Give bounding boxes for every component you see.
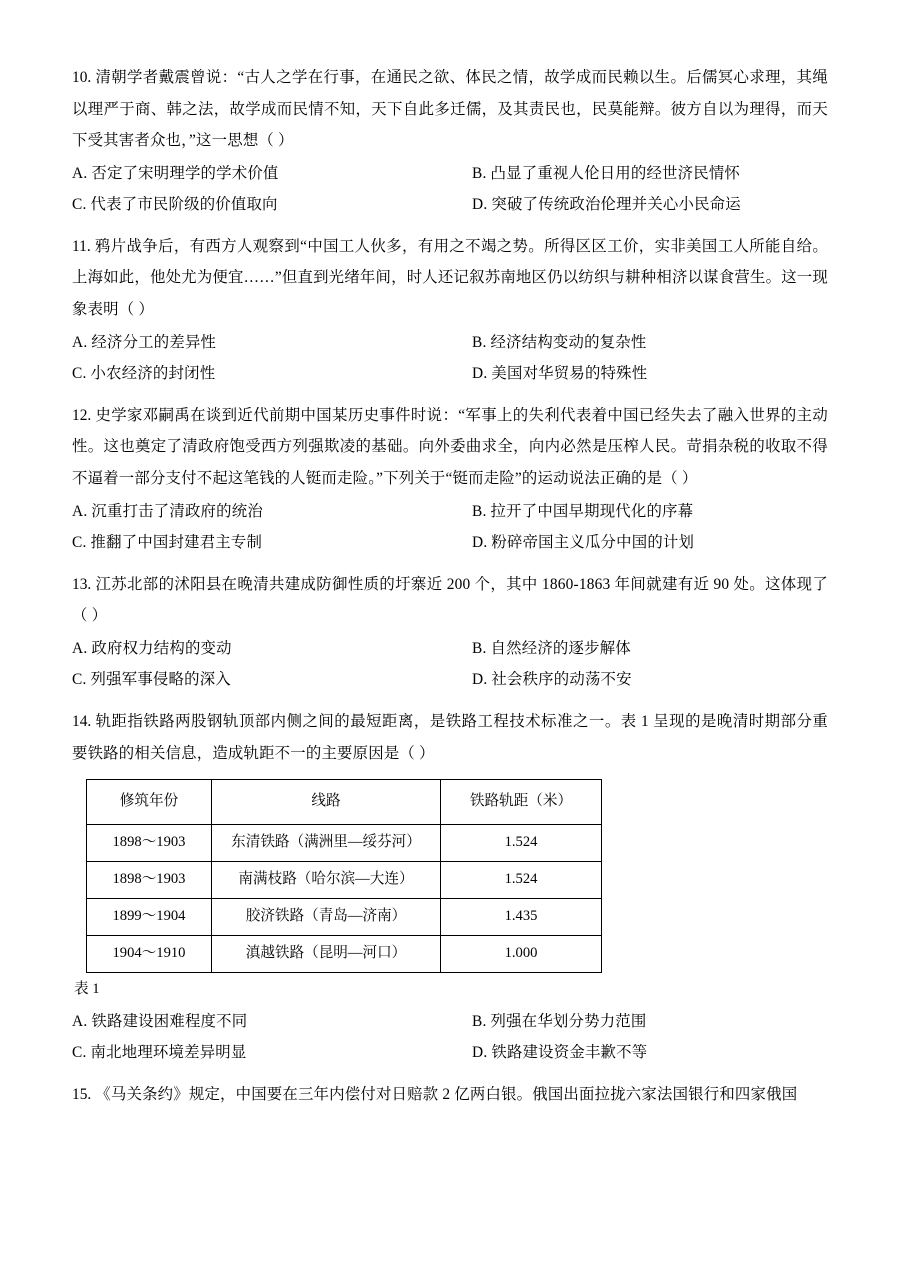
question-number: 11. — [72, 237, 91, 255]
question-stem — [72, 706, 828, 769]
table-cell-gauge: 1.524 — [441, 861, 602, 898]
question-block — [72, 1079, 828, 1111]
table-row — [87, 935, 602, 972]
option-a[interactable]: A. 铁路建设困难程度不同 — [72, 1012, 248, 1030]
options-list — [72, 633, 828, 696]
table-header-cell: 铁路轨距（米） — [441, 780, 602, 825]
question-text: 轨距指铁路两股钢轨顶部内侧之间的最短距离，是铁路工程技术标准之一。表 1 呈现的是晚清时期部分重要铁路的相关信息，造成轨距不一的主要原因是（ ） — [72, 712, 828, 762]
table-header-cell: 线路 — [212, 780, 441, 825]
option-b[interactable]: B. 经济结构变动的复杂性 — [472, 333, 647, 351]
table-caption: 表 1 — [74, 980, 100, 997]
option-a[interactable]: A. 政府权力结构的变动 — [72, 639, 232, 657]
table-row — [87, 825, 602, 862]
option-d[interactable]: D. 突破了传统政治伦理并关心小民命运 — [472, 196, 741, 214]
table-header-row — [87, 780, 602, 825]
table-cell-gauge: 1.435 — [441, 898, 602, 935]
option-b[interactable]: B. 列强在华划分势力范围 — [472, 1012, 647, 1030]
option-a[interactable]: A. 否定了宋明理学的学术价值 — [72, 164, 279, 182]
option-a[interactable]: A. 沉重打击了清政府的统治 — [72, 502, 263, 520]
option-d[interactable]: D. 铁路建设资金丰歉不等 — [472, 1044, 648, 1062]
question-text: 清朝学者戴震曾说：“古人之学在行事，在通民之欲、体民之情，故学成而民赖以生。后儒冥心求理，其绳以理严于商、韩之法，故学成而民情不知，天下自此多迁儒，及其责民也，民莫能辩。彼方自以为理得，而天下受其害者众也，”这一思想（ ） — [72, 69, 828, 150]
table-cell-year: 1898～1903 — [87, 825, 212, 862]
option-c[interactable]: C. 南北地理环境差异明显 — [72, 1044, 247, 1062]
table-cell-gauge: 1.524 — [441, 825, 602, 862]
railway-gauge-table — [86, 779, 602, 972]
table-cell-line: 滇越铁路（昆明—河口） — [212, 935, 441, 972]
question-stem — [72, 569, 828, 632]
options-list — [72, 1006, 828, 1069]
option-c[interactable]: C. 列强军事侵略的深入 — [72, 671, 231, 689]
question-stem — [72, 400, 828, 495]
table-cell-year: 1904～1910 — [87, 935, 212, 972]
table-cell-line: 胶济铁路（青岛—济南） — [212, 898, 441, 935]
question-number: 10. — [72, 69, 92, 86]
question-number: 14. — [72, 712, 92, 730]
question-block — [72, 62, 828, 221]
option-c[interactable]: C. 推翻了中国封建君主专制 — [72, 534, 263, 552]
question-text: 史学家邓嗣禹在谈到近代前期中国某历史事件时说：“军事上的失利代表着中国已经失去了融入世界的主动性。这也奠定了清政府饱受西方列强欺凌的基础。向外委曲求全，向内必然是压榨人民。苛捐杂税的收取不得不逼着一部分支付不起这笔钱的人铤而走险。”下列关于“铤而走险”的运动说法正确的是（ ） — [72, 406, 828, 487]
table-cell-year: 1899～1904 — [87, 898, 212, 935]
question-block — [72, 706, 828, 1069]
question-stem — [72, 1079, 828, 1111]
question-number: 12. — [72, 406, 92, 424]
options-list — [72, 327, 828, 390]
question-text: 鸦片战争后，有西方人观察到“中国工人伙多，有用之不竭之势。所得区区工价，实非美国工人所能自给。上海如此，他处尤为便宜……”但直到光绪年间，时人还记叙苏南地区仍以纺织与耕种相济以谋食营生。这一现象表明（ ） — [72, 237, 828, 319]
options-list — [72, 496, 828, 559]
table-row — [87, 861, 602, 898]
option-d[interactable]: D. 社会秩序的动荡不安 — [472, 671, 632, 689]
option-b[interactable]: B. 自然经济的逐步解体 — [472, 639, 631, 657]
question-text: 江苏北部的沭阳县在晚清共建成防御性质的圩寨近 200 个，其中 1860-1863 年间就建有近 90 处。这体现了（ ） — [72, 575, 828, 625]
option-d[interactable]: D. 粉碎帝国主义瓜分中国的计划 — [472, 534, 695, 552]
table-cell-line: 南满枝路（哈尔滨—大连） — [212, 861, 441, 898]
options-list — [72, 158, 828, 221]
question-number: 15. — [72, 1085, 92, 1103]
option-a[interactable]: A. 经济分工的差异性 — [72, 333, 217, 351]
table-row — [87, 898, 602, 935]
question-number: 13. — [72, 575, 92, 593]
table-cell-gauge: 1.000 — [441, 935, 602, 972]
table-cell-line: 东清铁路（满洲里—绥芬河） — [212, 825, 441, 862]
option-c[interactable]: C. 小农经济的封闭性 — [72, 365, 216, 383]
question-stem — [72, 62, 828, 157]
question-text: 《马关条约》规定，中国要在三年内偿付对日赔款 2 亿两白银。俄国出面拉拢六家法国银行和四家俄国 — [95, 1085, 798, 1103]
question-block — [72, 231, 828, 390]
question-block — [72, 569, 828, 696]
option-b[interactable]: B. 拉开了中国早期现代化的序幕 — [472, 502, 694, 520]
option-d[interactable]: D. 美国对华贸易的特殊性 — [472, 365, 648, 383]
table-header-cell: 修筑年份 — [87, 780, 212, 825]
table-cell-year: 1898～1903 — [87, 861, 212, 898]
question-block — [72, 400, 828, 559]
option-b[interactable]: B. 凸显了重视人伦日用的经世济民情怀 — [472, 164, 741, 182]
option-c[interactable]: C. 代表了市民阶级的价值取向 — [72, 196, 278, 214]
question-stem — [72, 231, 828, 326]
